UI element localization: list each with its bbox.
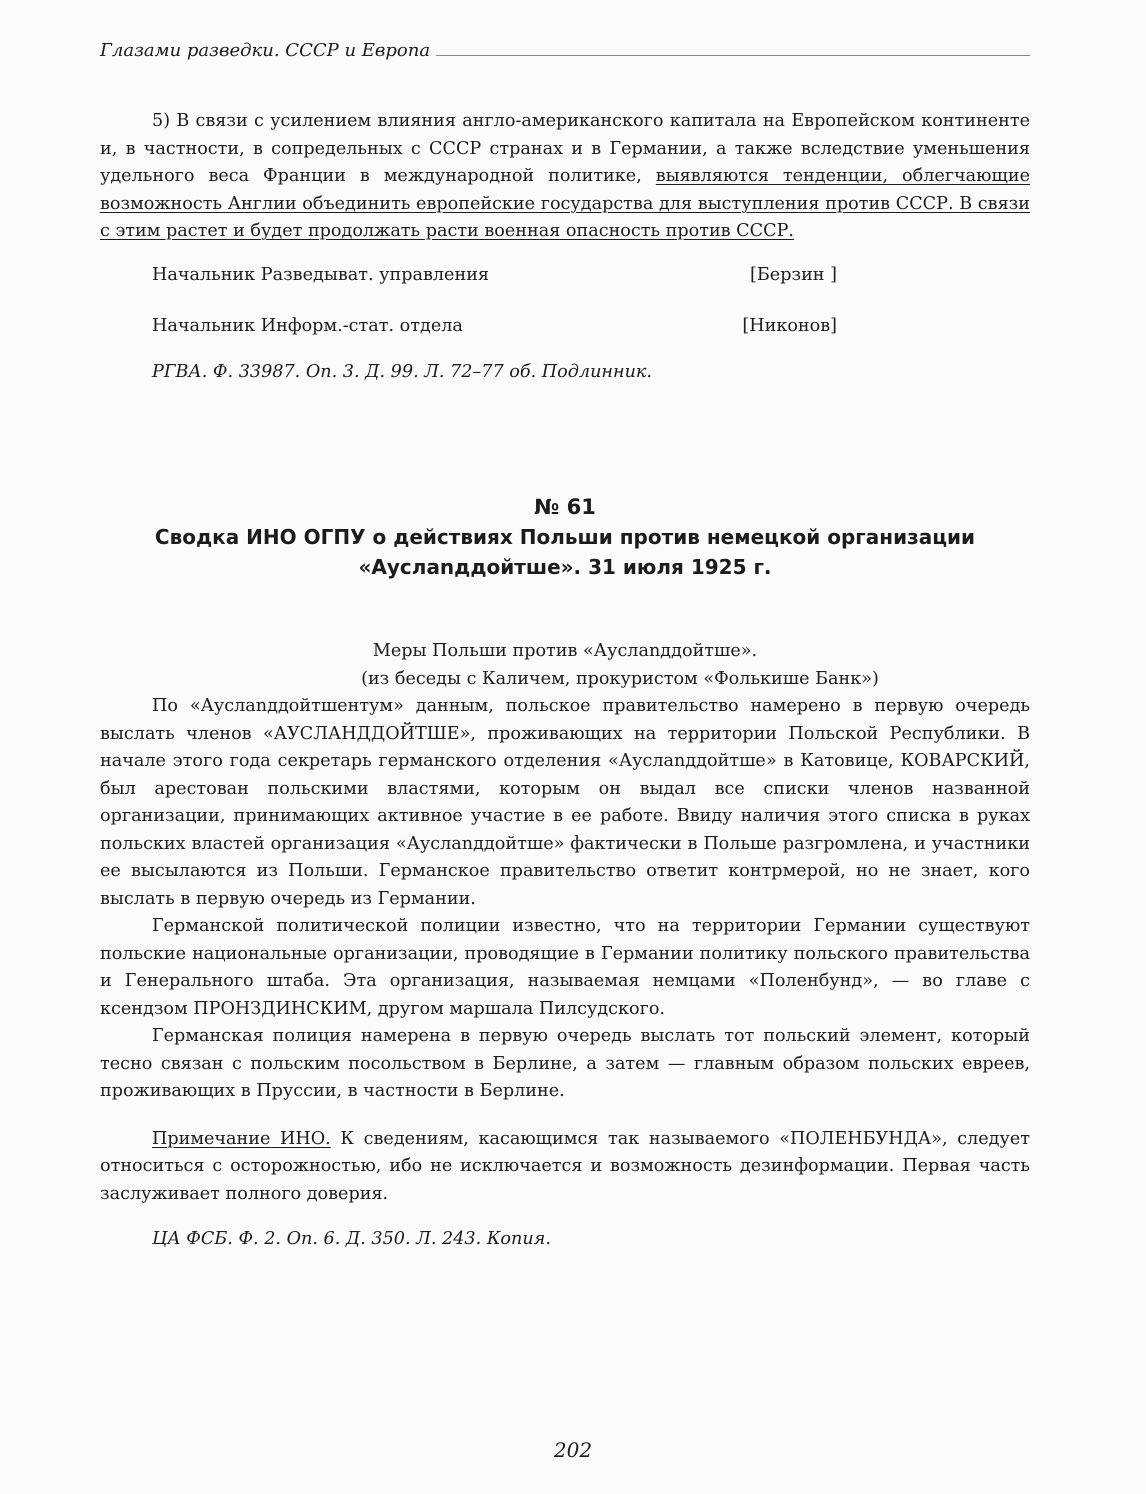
paragraph-5 [100, 108, 1030, 246]
header-rule [436, 55, 1030, 56]
body-paragraph: Германская полиция намерена в первую очередь выслать тот польский элемент, который тесно связан с польским посольством в Берлине, а затем — главным образом польских евреев, проживающих в Пруссии, в частности в Берлине. [100, 1026, 1030, 1101]
body-paragraph: Германской политической полиции известно, что на территории Германии существуют польские национальные организации, проводящие в Германии политику польского правительства и Генерального штаба. Эта организация, называемая немцами «Поленбунд», — во главе с ксендзом ПРОНЗДИНСКИМ, другом маршала Пилсудского. [100, 916, 1030, 1019]
document-number: № 61 [534, 495, 596, 519]
note-paragraph [100, 1126, 1030, 1209]
page-content [100, 108, 1030, 1254]
signature-name: [Никонов] [742, 316, 837, 336]
page-number: 202 [553, 1438, 593, 1462]
signature-name: [Берзин ] [750, 264, 837, 285]
archive-source: ЦА ФСБ. Ф. 2. Оп. 6. Д. 350. Л. 243. Копия. [152, 1229, 551, 1249]
signature-row [152, 313, 837, 341]
signature-title: Начальник Информ.-стат. отдела [152, 316, 463, 336]
document-subheading: Меры Польши против «Ауслanддойтше». [372, 641, 758, 661]
document-title: Сводка ИНО ОГПУ о действиях Польши против немецкой организации «Ауслanддойтше». 31 июля 1925 г. [154, 525, 976, 579]
signature-row [152, 262, 837, 290]
note-label: Примечание ИНО. [152, 1128, 331, 1149]
document-subheading-source: (из беседы с Каличем, прокуристом «Фолькише Банк») [361, 668, 879, 689]
paragraph-5-plain: 5) В связи с усилением влияния англо-американского капитала на Европейском континенте и, в частности, в сопредельных с СССР странах и в Германии, а также вследствие уменьшения удельного веса Франции в международной политике, [100, 111, 1030, 186]
running-header [100, 40, 1030, 61]
note-text: К сведениям, касающимся так называемого «ПОЛЕНБУНДА», следует относиться с осторожностью, ибо не исключается и возможность дезинформации. Первая часть заслуживает полного доверия. [100, 1128, 1030, 1204]
body-paragraph: По «Ауслanддойтшентум» данным, польское правительство намерено в первую очередь выслать членов «АУСЛАНДДОЙТШЕ», проживающих на территории Польской Республики. В начале этого года секретарь германского отделения «Ауслanддойтше» в Катовице, КОВАРСКИЙ, был арестован польскими властями, которым он выдал все списки членов названной организации, принимающих активное участие в ее работе. Ввиду наличия этого списка в руках польских властей организация «Ауслanддойтше» фактически в Польше разгромлена, и участники ее высылаются из Польши. Германское правительство ответит контрмерой, но не знает, кого выслать в первую очередь из Германии. [100, 696, 1030, 909]
paragraph-5-underlined: выявляются тенденции, облегчающие возможность Англии объединить европейские государства для выступления против СССР. В связи с этим растет и будет продолжать расти военная опасность против СССР. [100, 166, 1030, 241]
running-title: Глазами разведки. СССР и Европа [100, 40, 431, 61]
signature-title: Начальник Разведыват. управления [152, 264, 490, 285]
archive-source: РГВА. Ф. 33987. Оп. 3. Д. 99. Л. 72–77 об. Подлинник. [152, 361, 653, 382]
